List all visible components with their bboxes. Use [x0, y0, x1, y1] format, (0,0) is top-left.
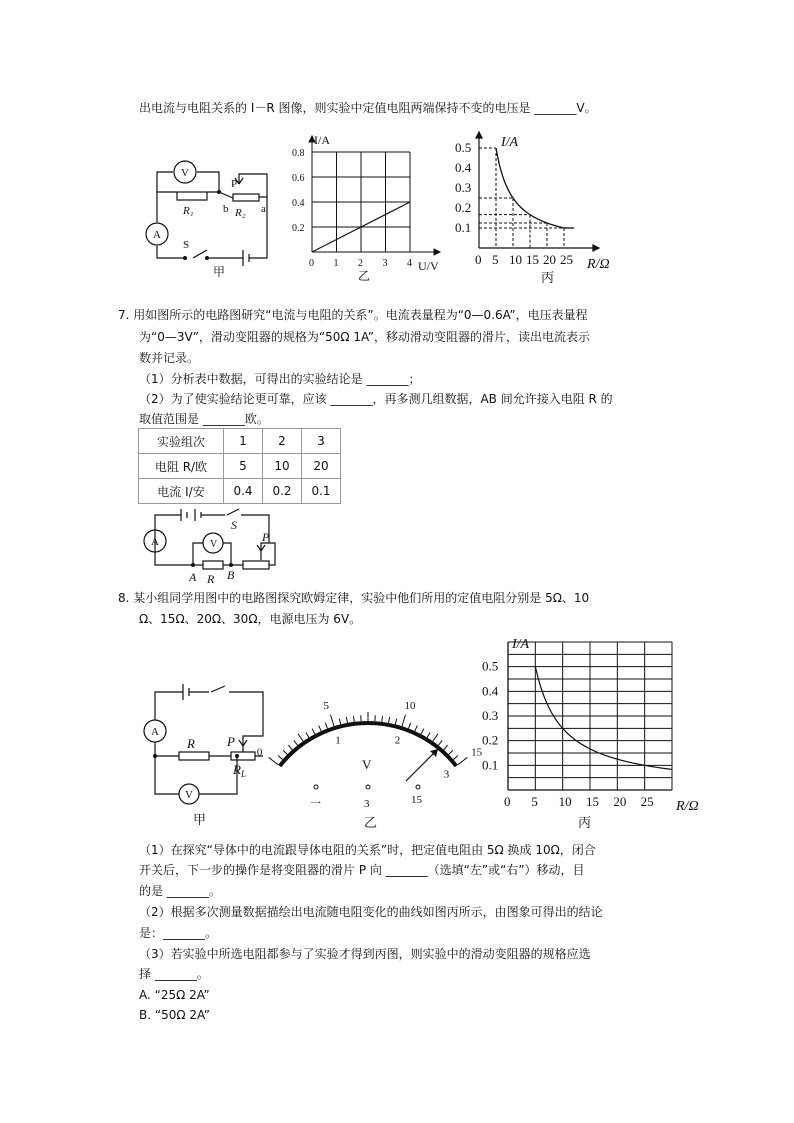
caption-jia: 甲	[213, 265, 226, 279]
q7-circuit	[135, 505, 285, 587]
table-cell: 0.2	[263, 479, 302, 504]
table-cell: 电流 I/安	[139, 479, 224, 504]
caption-bing2: 丙	[578, 815, 592, 830]
y-axis-arrow-icon	[476, 132, 482, 138]
scale-tick	[449, 750, 453, 754]
r1-label: R₁	[183, 205, 194, 217]
y-tick-label: 0.8	[292, 148, 305, 159]
q7-sub2b: 取值范围是 _______欧。	[139, 412, 269, 426]
scale-tick	[444, 745, 448, 749]
table-cell: 0.4	[224, 479, 263, 504]
table-cell: 1	[224, 429, 263, 454]
x-tick-label: 4	[407, 258, 412, 269]
q6-circuit-jia	[135, 150, 295, 280]
x-tick-label: 0	[475, 252, 482, 267]
table-cell: 10	[263, 454, 302, 479]
scale-tick	[408, 723, 410, 729]
q8-sub1a: （1）在探究“导体中的电流跟导体电阻的关系”时，把定值电阻由 5Ω 换成 10Ω，闭合	[139, 843, 596, 857]
chart-yi-ylabel: I/A	[314, 133, 330, 147]
x-axis-arrow-icon	[593, 245, 599, 251]
scale-tick	[402, 715, 406, 726]
x-axis-arrow-icon	[434, 249, 440, 255]
scale-tick	[283, 750, 287, 754]
scale-tick	[306, 732, 309, 737]
table-row	[139, 479, 341, 504]
scale-tick	[339, 718, 340, 724]
resistor-r-label: R	[187, 736, 195, 751]
q8-option-a: A. “25Ω 2A”	[139, 988, 210, 1002]
table-cell: 3	[302, 429, 341, 454]
q8-chart-bing	[478, 632, 713, 832]
q6-line: 出电流与电阻关系的 I－R 图像，则实验中定值电阻两端保持不变的电压是 _______V。	[139, 101, 597, 115]
scale-tick	[288, 745, 292, 749]
scale-tick	[389, 717, 390, 723]
scale-tick	[395, 718, 396, 724]
terminal-icon	[416, 785, 420, 789]
y-tick-label: 0.3	[455, 180, 472, 195]
table-cell: 电阻 R/欧	[139, 454, 224, 479]
table-cell: 20	[302, 454, 341, 479]
x-tick-label: 1	[333, 258, 339, 269]
chart-bing2-xlabel: R/Ω	[676, 799, 699, 814]
x-tick-label: 15	[526, 252, 539, 267]
q7-data-table	[138, 428, 341, 504]
table-row	[139, 429, 341, 454]
rl-label: $R_L$	[233, 762, 246, 779]
meter-a-label: A	[151, 726, 159, 738]
scale-tick	[325, 723, 327, 729]
terminal-b-label: b	[223, 203, 229, 215]
scale-top-label: 5	[323, 700, 329, 713]
q6-chart-yi	[290, 130, 450, 285]
slider-p-label: P	[262, 530, 270, 544]
q8-voltmeter-yi	[256, 685, 483, 830]
scale-tick	[346, 717, 347, 723]
scale-tick	[319, 726, 321, 731]
terminal-icon	[366, 785, 370, 789]
table-cell: 5	[224, 454, 263, 479]
q8-sub3a: （3）若实验中所选电阻都参与了实验才得到丙图，则实验中的滑动变阻器的规格应选	[139, 947, 591, 961]
terminal-icon	[314, 785, 318, 789]
switch-s-label: S	[183, 239, 190, 251]
switch-s-label: S	[231, 518, 237, 532]
meter-a-label: A	[153, 229, 161, 241]
caption-bing1: 丙	[541, 270, 555, 285]
y-tick-label: 0.5	[482, 658, 499, 674]
table-cell: 0.1	[302, 479, 341, 504]
q8-line1: 8. 某小组同学用图中的电路图探究欧姆定律，实验中他们所用的定值电阻分别是 5Ω、10	[118, 591, 590, 605]
q8-sub2a: （2）根据多次测量数据描绘出电流随电阻变化的曲线如图丙所示，由图象可得出的结论	[139, 905, 603, 919]
y-tick-label: 0.4	[292, 198, 305, 209]
q7-sub2a: （2）为了使实验结论更可靠，应该 _______，再多测几组数据，AB 间允许接入电阻 R 的	[139, 392, 613, 406]
caption-jia: 甲	[193, 812, 207, 827]
meter-v-label: V	[210, 539, 218, 550]
x-tick-label: 25	[560, 252, 573, 267]
x-tick-label: 3	[382, 258, 388, 269]
meter-v-label: V	[181, 167, 189, 179]
x-tick-label: 2	[358, 258, 363, 269]
y-tick-label: 0.2	[455, 200, 472, 215]
scale-tick	[458, 757, 467, 764]
caption-yi: 乙	[358, 269, 371, 283]
scale-tick	[278, 756, 282, 760]
chart-bing1-xlabel: R/Ω	[587, 257, 610, 272]
x-tick-label: 0	[504, 794, 511, 809]
scale-tick	[298, 734, 303, 741]
q8-sub2b: 是：_______。	[139, 926, 218, 940]
q8-circuit-jia	[135, 678, 275, 830]
meter-a-label: A	[151, 536, 159, 548]
scale-tick	[354, 716, 355, 722]
x-tick-label: 5	[492, 252, 499, 267]
scale-tick	[312, 729, 315, 734]
scale-tick	[415, 726, 417, 731]
q7-sub1: （1）分析表中数据，可得出的实验结论是 _______；	[139, 372, 421, 386]
chart-bing2-ylabel: I/A	[512, 637, 530, 652]
scale-tick	[438, 741, 442, 746]
slider-p-label: P	[231, 178, 238, 190]
table-cell: 2	[263, 429, 302, 454]
y-tick-label: 0.2	[482, 732, 499, 748]
scale-tick	[294, 741, 298, 746]
scale-tick	[433, 734, 438, 741]
x-tick-label: 0	[309, 258, 314, 269]
q8-option-b: B. “50Ω 2A”	[139, 1008, 210, 1022]
slider-p-label: P	[227, 734, 235, 749]
q8-sub3b: 择 _______。	[139, 967, 209, 981]
terminal-3-label: 3	[364, 798, 370, 810]
y-tick-label: 0.1	[455, 220, 472, 235]
scale-tick	[427, 732, 430, 737]
y-tick-label: 0.6	[292, 173, 305, 184]
q8-sub1c: 的是 _______。	[139, 884, 221, 898]
x-tick-label: 15	[586, 794, 599, 809]
scale-bottom-label: 2	[394, 734, 401, 747]
chart-bing1-ylabel: I/A	[501, 135, 519, 150]
scale-tick	[453, 756, 457, 760]
point-b-label: B	[227, 568, 235, 582]
scale-top-label: 0	[256, 746, 263, 759]
y-tick-label: 0.3	[482, 708, 499, 723]
q7-line2: 为“0—3V”，滑动变阻器的规格为“50Ω 1A”，移动滑动变阻器的滑片，读出电流表示	[139, 330, 590, 344]
q8-sub1b: 开关后，下一步的操作是将变阻器的滑片 P 向 _______（选填“左”或“右”）移动，目	[139, 863, 585, 877]
scale-top-label: 10	[404, 700, 416, 713]
scale-bottom-label: 1	[335, 734, 341, 747]
scale-bottom-label: 3	[443, 768, 450, 781]
scale-tick	[330, 715, 334, 726]
chart-yi-xlabel: U/V	[418, 259, 439, 273]
scale-top-label: 15	[471, 746, 483, 759]
point-a-label: A	[189, 570, 197, 584]
terminal-neg-label: 一	[310, 798, 321, 810]
x-tick-label: 5	[531, 794, 538, 809]
y-tick-label: 0.5	[455, 140, 472, 155]
y-tick-label: 0.4	[482, 683, 499, 699]
resistor-r-label: R	[207, 572, 215, 586]
scale-tick	[382, 716, 383, 722]
y-tick-label: 0.1	[482, 757, 499, 773]
q6-chart-bing	[455, 130, 630, 285]
x-tick-label: 10	[558, 794, 572, 809]
scale-tick	[421, 729, 424, 734]
table-row	[139, 454, 341, 479]
x-tick-label: 25	[640, 794, 654, 809]
q8-line2: Ω、15Ω、20Ω、30Ω，电源电压为 6V。	[139, 612, 362, 626]
y-tick-label: 0.2	[292, 223, 305, 234]
table-cell: 实验组次	[139, 429, 224, 454]
q7-line3: 数并记录。	[139, 351, 200, 365]
terminal-a-label: a	[261, 203, 266, 215]
r2-label: R₂	[235, 207, 246, 219]
caption-yi: 乙	[364, 815, 378, 830]
series-curve	[535, 667, 672, 770]
y-tick-label: 0.4	[455, 160, 472, 175]
terminal-15-label: 15	[411, 794, 422, 806]
x-tick-label: 20	[613, 794, 627, 809]
meter-unit: V	[362, 757, 372, 772]
meter-v-label: V	[185, 789, 193, 801]
x-tick-label: 20	[543, 252, 556, 267]
x-tick-label: 10	[509, 252, 522, 267]
q7-line1: 7. 用如图所示的电路图研究“电流与电阻的关系”。电流表量程为“0—0.6A”，电压表量程	[118, 308, 588, 322]
